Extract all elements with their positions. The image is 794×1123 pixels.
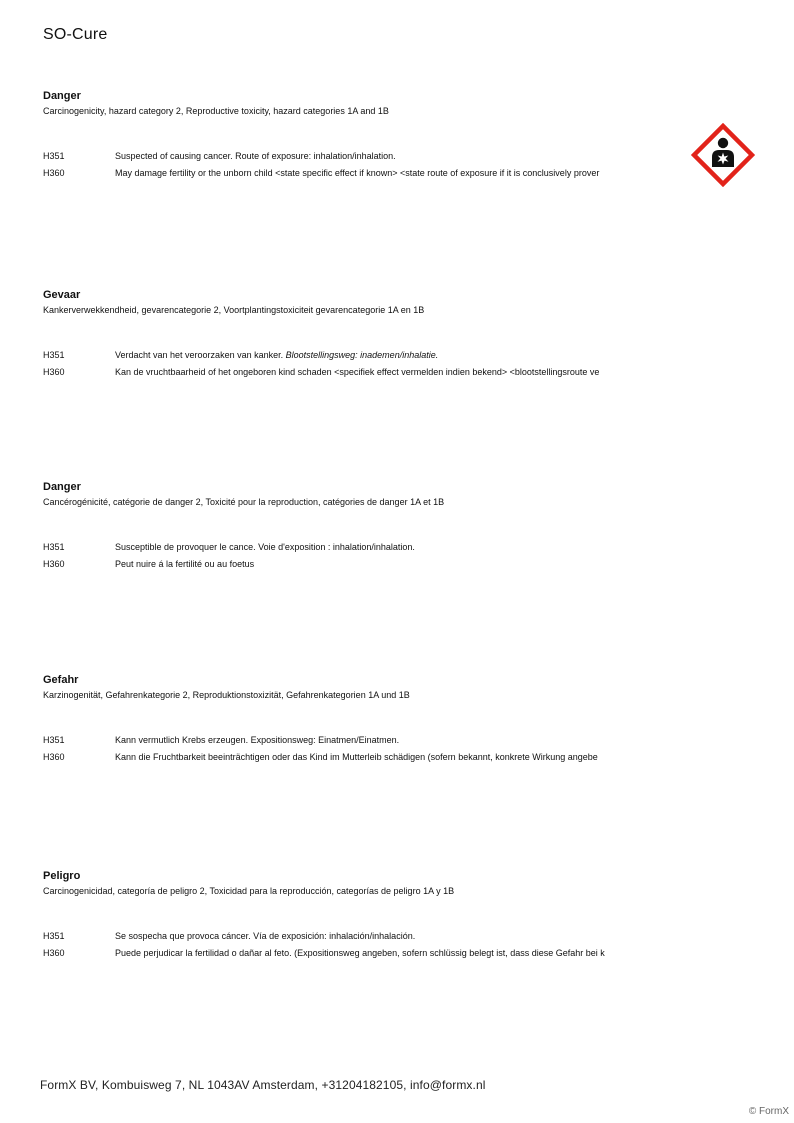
hazard-statements [43,151,683,185]
hazard-code: H360 [43,948,65,958]
hazard-statement-row [43,367,683,384]
hazard-code: H360 [43,168,65,178]
hazard-section-fr [43,480,683,576]
hazard-code: H351 [43,542,65,552]
hazard-statement-row [43,931,683,948]
hazard-classification: Cancérogénicité, catégorie de danger 2, Toxicité pour la reproduction, catégories de danger 1A et 1B [43,497,445,507]
hazard-code: H360 [43,367,65,377]
hazard-code: H360 [43,559,65,569]
hazard-code: H351 [43,735,65,745]
hazard-text: Suspected of causing cancer. Route of exposure: inhalation/inhalation. [115,151,396,161]
hazard-text: Kan de vruchtbaarheid of het ongeboren kind schaden <specifiek effect vermelden indien bekend> <blootstellingsroute ve [115,367,600,377]
hazard-text [115,350,665,367]
hazard-text: Peut nuire á la fertilité ou au foetus [115,559,255,569]
hazard-code: H351 [43,350,65,360]
hazard-statements [43,350,683,384]
document-title: SO-Cure [43,26,108,43]
hazard-text: Susceptible de provoquer le cance. Voie d'exposition : inhalation/inhalation. [115,542,415,552]
signal-word: Peligro [43,870,81,882]
hazard-text: May damage fertility or the unborn child <state specific effect if known> <state route of exposure if it is conclusively prover [115,168,600,178]
hazard-statement-row [43,542,683,559]
hazard-section-es [43,869,683,965]
signal-word: Gevaar [43,289,81,301]
hazard-classification: Kankerverwekkendheid, gevarencategorie 2, Voortplantingstoxiciteit gevarencategorie 1A en 1B [43,305,425,315]
hazard-statement-row [43,151,683,168]
hazard-text: Kann die Fruchtbarkeit beeinträchtigen oder das Kind im Mutterleib schädigen (sofern bekannt, konkrete Wirkung angebe [115,752,598,762]
hazard-classification: Carcinogenicidad, categoría de peligro 2, Toxicidad para la reproducción, categorías de peligro 1A y 1B [43,886,455,896]
hazard-statement-row [43,559,683,576]
hazard-statement-row [43,735,683,752]
hazard-section-nl [43,288,683,384]
signal-word: Danger [43,481,81,493]
hazard-text-italic: Blootstellingsweg: inademen/inhalatie. [285,350,439,360]
hazard-text: Puede perjudicar la fertilidad o dañar al feto. (Expositionsweg angeben, sofern schlüssig belegt ist, dass diese Gefahr bei k [115,948,605,958]
hazard-statements [43,931,683,965]
copyright-notice: © FormX [748,1106,789,1117]
signal-word: Danger [43,90,81,102]
hazard-statements [43,542,683,576]
hazard-statement-row [43,350,683,367]
signal-word: Gefahr [43,674,79,686]
hazard-text: Kann vermutlich Krebs erzeugen. Expositionsweg: Einatmen/Einatmen. [115,735,400,745]
hazard-classification: Carcinogenicity, hazard category 2, Reproductive toxicity, hazard categories 1A and 1B [43,106,389,116]
hazard-statement-row [43,752,683,769]
footer-address: FormX BV, Kombuisweg 7, NL 1043AV Amsterdam, +31204182105, info@formx.nl [40,1078,486,1092]
hazard-statement-row [43,948,683,965]
hazard-code: H351 [43,931,65,941]
hazard-section-en [43,89,683,185]
health-hazard-icon [691,123,755,187]
hazard-code: H360 [43,752,65,762]
hazard-code: H351 [43,151,65,161]
hazard-text: Se sospecha que provoca cáncer. Vía de exposición: inhalación/inhalación. [115,931,416,941]
hazard-statements [43,735,683,769]
hazard-text-plain: Verdacht van het veroorzaken van kanker. [115,350,284,360]
hazard-statement-row [43,168,683,185]
hazard-classification: Karzinogenität, Gefahrenkategorie 2, Reproduktionstoxizität, Gefahrenkategorien 1A und 1B [43,690,410,700]
hazard-section-de [43,673,683,769]
